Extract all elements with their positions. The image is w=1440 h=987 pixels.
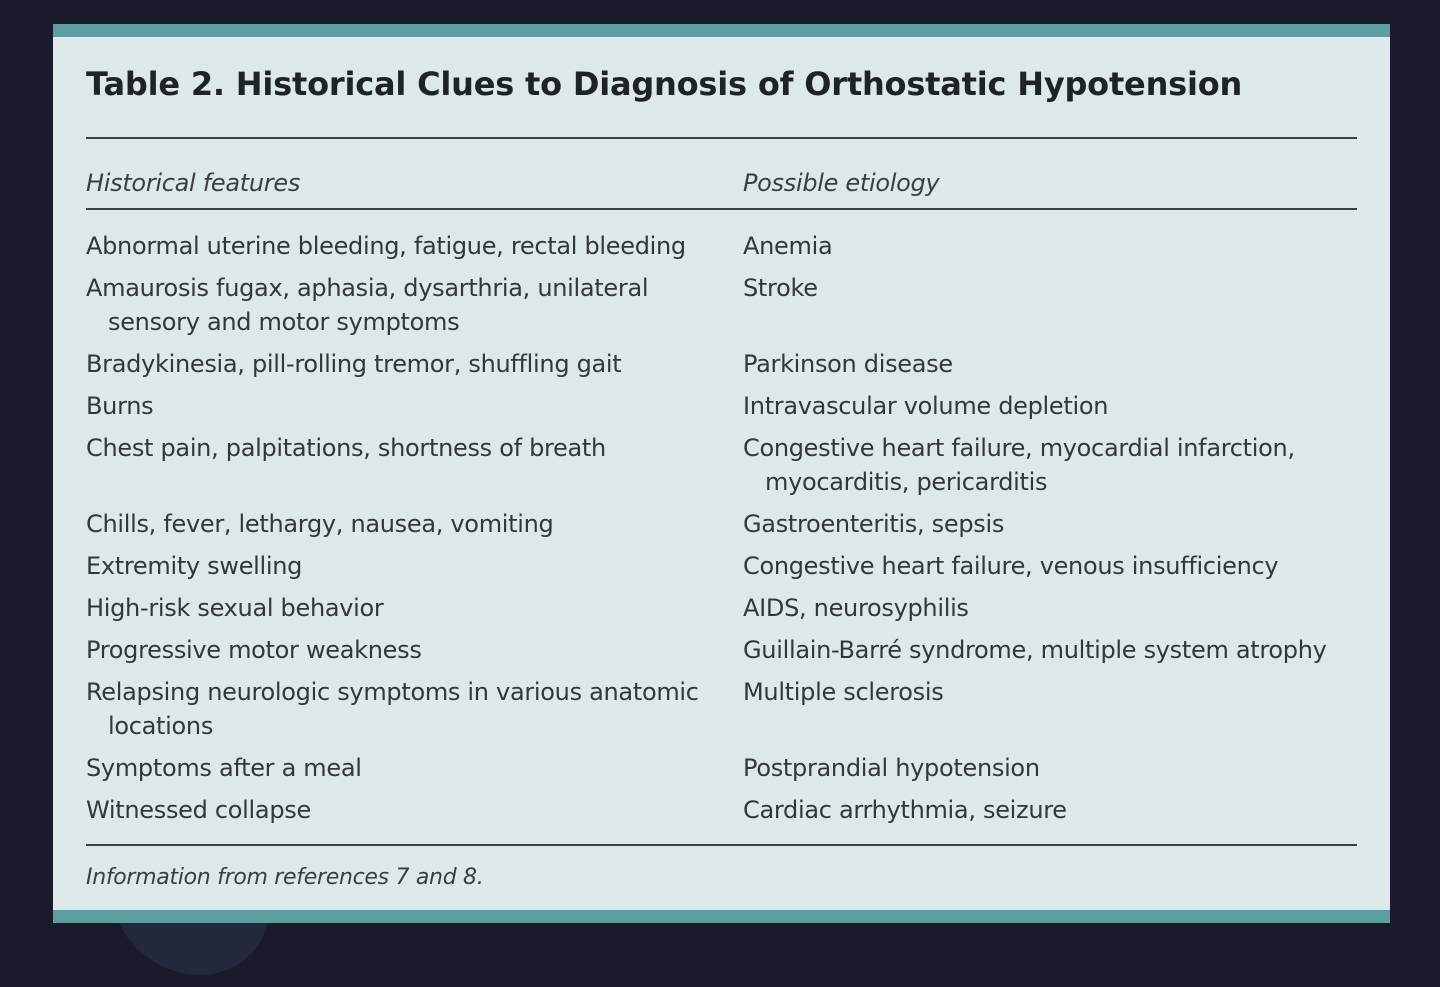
feature-cell: [86, 389, 153, 423]
etiology-cell-line: Postprandial hypotension: [743, 754, 1040, 782]
etiology-cell: [743, 347, 953, 381]
table-footnote: Information from references 7 and 8.: [86, 865, 484, 890]
feature-cell-line: Progressive motor weakness: [86, 636, 422, 664]
etiology-cell-line: Parkinson disease: [743, 350, 953, 378]
etiology-cell: [743, 633, 1327, 667]
feature-cell: [86, 271, 648, 339]
etiology-cell: [743, 751, 1040, 785]
etiology-cell: [743, 389, 1108, 423]
feature-cell-line: Relapsing neurologic symptoms in various anatomic: [86, 678, 699, 706]
etiology-cell-line: Multiple sclerosis: [743, 678, 944, 706]
etiology-cell-line: myocarditis, pericarditis: [765, 468, 1048, 496]
etiology-cell-line: Congestive heart failure, venous insufficiency: [743, 552, 1279, 580]
feature-cell-line: Burns: [86, 392, 154, 420]
etiology-cell-line: Guillain-Barré syndrome, multiple system atrophy: [743, 636, 1327, 664]
etiology-cell: [743, 271, 818, 305]
etiology-cell-line: Gastroenteritis, sepsis: [743, 510, 1005, 538]
header-possible-etiology: Possible etiology: [743, 169, 940, 197]
etiology-cell-line: Congestive heart failure, myocardial infarction,: [743, 434, 1295, 462]
feature-cell-line: sensory and motor symptoms: [108, 308, 460, 336]
etiology-cell-line: Anemia: [743, 232, 833, 260]
header-rule: [86, 208, 1357, 210]
feature-cell: [86, 431, 606, 465]
feature-cell: [86, 347, 621, 381]
feature-cell-line: Symptoms after a meal: [86, 754, 362, 782]
table-card: [53, 24, 1390, 923]
etiology-cell-line: AIDS, neurosyphilis: [743, 594, 969, 622]
feature-cell-line: Abnormal uterine bleeding, fatigue, rectal bleeding: [86, 232, 686, 260]
feature-cell-line: Extremity swelling: [86, 552, 303, 580]
feature-cell: [86, 229, 686, 263]
footer-rule: [86, 844, 1357, 846]
etiology-cell-line: Intravascular volume depletion: [743, 392, 1109, 420]
etiology-cell: [743, 591, 969, 625]
etiology-cell: [743, 549, 1278, 583]
etiology-cell: [743, 507, 1004, 541]
feature-cell: [86, 591, 384, 625]
table-title: Table 2. Historical Clues to Diagnosis of Orthostatic Hypotension: [86, 65, 1243, 103]
feature-cell-line: Chest pain, palpitations, shortness of breath: [86, 434, 606, 462]
feature-cell-line: locations: [108, 712, 214, 740]
etiology-cell-line: Stroke: [743, 274, 818, 302]
etiology-cell: [743, 675, 943, 709]
feature-cell-line: Bradykinesia, pill-rolling tremor, shuffling gait: [86, 350, 622, 378]
feature-cell: [86, 549, 302, 583]
title-rule: [86, 137, 1357, 139]
feature-cell: [86, 793, 311, 827]
etiology-cell-line: Cardiac arrhythmia, seizure: [743, 796, 1067, 824]
feature-cell-line: High-risk sexual behavior: [86, 594, 384, 622]
etiology-cell: [743, 793, 1067, 827]
feature-cell: [86, 633, 422, 667]
feature-cell-line: Amaurosis fugax, aphasia, dysarthria, unilateral: [86, 274, 649, 302]
header-historical-features: Historical features: [86, 169, 301, 197]
feature-cell-line: Chills, fever, lethargy, nausea, vomiting: [86, 510, 554, 538]
etiology-cell: [743, 431, 1295, 499]
feature-cell: [86, 675, 699, 743]
etiology-cell: [743, 229, 832, 263]
feature-cell: [86, 751, 362, 785]
feature-cell-line: Witnessed collapse: [86, 796, 311, 824]
feature-cell: [86, 507, 553, 541]
